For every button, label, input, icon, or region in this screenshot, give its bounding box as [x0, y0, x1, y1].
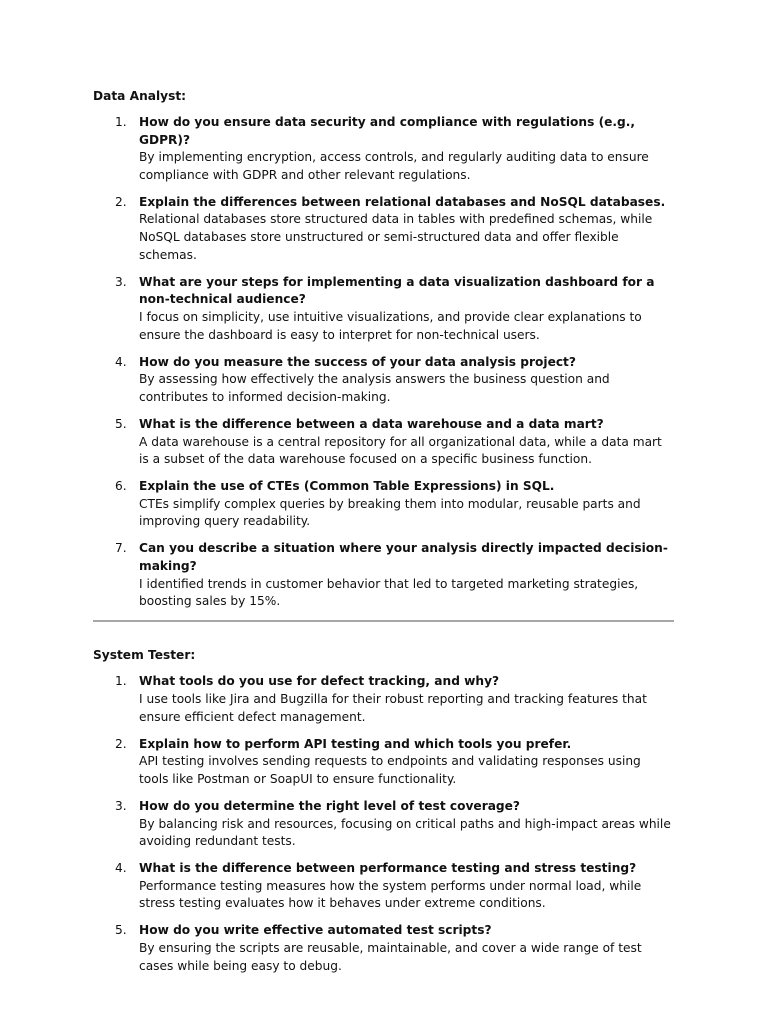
item-number: 3.: [115, 274, 127, 289]
qa-list: [93, 114, 674, 611]
answer-text: I focus on simplicity, use intuitive visualizations, and provide clear explanations to ensure the dashboard is easy to interpret for non-technical users.: [139, 309, 642, 342]
answer-text: By implementing encryption, access controls, and regularly auditing data to ensure compliance with GDPR and other relevant regulations.: [139, 150, 649, 182]
item-number: 4.: [115, 861, 127, 876]
question-text: Explain the differences between relational databases and NoSQL databases.: [139, 194, 666, 209]
item-number: 6.: [115, 479, 127, 494]
question-text: Explain how to perform API testing and which tools you prefer.: [139, 736, 572, 751]
item-number: 5.: [115, 416, 127, 431]
question-text: What are your steps for implementing a data visualization dashboard for a non-technical audience?: [139, 274, 655, 307]
question-text: What is the difference between performance testing and stress testing?: [139, 861, 637, 876]
list-item: [93, 194, 674, 264]
list-item: [93, 922, 674, 975]
item-number: 4.: [115, 354, 127, 369]
list-item: [93, 274, 674, 344]
list-item: [93, 736, 674, 789]
answer-text: API testing involves sending requests to endpoints and validating responses using tools like Postman or SoapUI to ensure functionality.: [139, 754, 641, 786]
question-text: What is the difference between a data warehouse and a data mart?: [139, 416, 604, 431]
question-text: How do you measure the success of your data analysis project?: [139, 354, 576, 369]
item-number: 1.: [115, 115, 127, 129]
list-item: [93, 478, 674, 531]
question-text: How do you ensure data security and compliance with regulations (e.g., GDPR)?: [139, 115, 636, 147]
list-item: [93, 416, 674, 469]
answer-text: By balancing risk and resources, focusing on critical paths and high-impact areas while avoiding redundant tests.: [139, 816, 671, 849]
answer-text: CTEs simplify complex queries by breaking them into modular, reusable parts and improving query readability.: [139, 496, 641, 529]
list-item: [93, 798, 674, 851]
section-divider: [93, 620, 674, 622]
list-item: [93, 114, 674, 184]
answer-text: By assessing how effectively the analysis answers the business question and contributes to informed decision-making.: [139, 372, 610, 404]
answer-text: I use tools like Jira and Bugzilla for their robust reporting and tracking features that ensure efficient defect management.: [139, 691, 647, 724]
answer-text: A data warehouse is a central repository for all organizational data, while a data mart is a subset of the data warehouse focused on a specific business function.: [139, 434, 662, 467]
item-number: 2.: [115, 736, 127, 751]
answer-text: I identified trends in customer behavior that led to targeted marketing strategies, boosting sales by 15%.: [139, 576, 639, 609]
item-number: 2.: [115, 194, 127, 209]
list-item: [93, 540, 674, 610]
item-number: 1.: [115, 674, 127, 689]
answer-text: Performance testing measures how the system performs under normal load, while stress testing evaluates how it behaves under extreme conditions.: [139, 878, 642, 911]
question-text: Can you describe a situation where your analysis directly impacted decision-making?: [139, 541, 668, 574]
list-item: [93, 354, 674, 407]
list-item: [93, 860, 674, 913]
item-number: 3.: [115, 798, 127, 813]
qa-list: [93, 673, 674, 975]
question-text: Explain the use of CTEs (Common Table Expressions) in SQL.: [139, 479, 555, 494]
question-text: What tools do you use for defect tracking, and why?: [139, 674, 500, 689]
question-text: How do you determine the right level of test coverage?: [139, 798, 520, 813]
list-item: [93, 673, 674, 726]
section-data-analyst: [93, 87, 674, 611]
answer-text: Relational databases store structured data in tables with predefined schemas, while NoSQL databases store unstructured or semi-structured data and offer flexible schemas.: [139, 212, 653, 262]
answer-text: By ensuring the scripts are reusable, maintainable, and cover a wide range of test cases while being easy to debug.: [139, 941, 642, 973]
section-title: System Tester:: [93, 648, 196, 663]
question-text: How do you write effective automated test scripts?: [139, 923, 492, 938]
section-system-tester: [93, 646, 674, 975]
section-title: Data Analyst:: [93, 89, 187, 103]
item-number: 5.: [115, 923, 127, 938]
item-number: 7.: [115, 541, 127, 556]
